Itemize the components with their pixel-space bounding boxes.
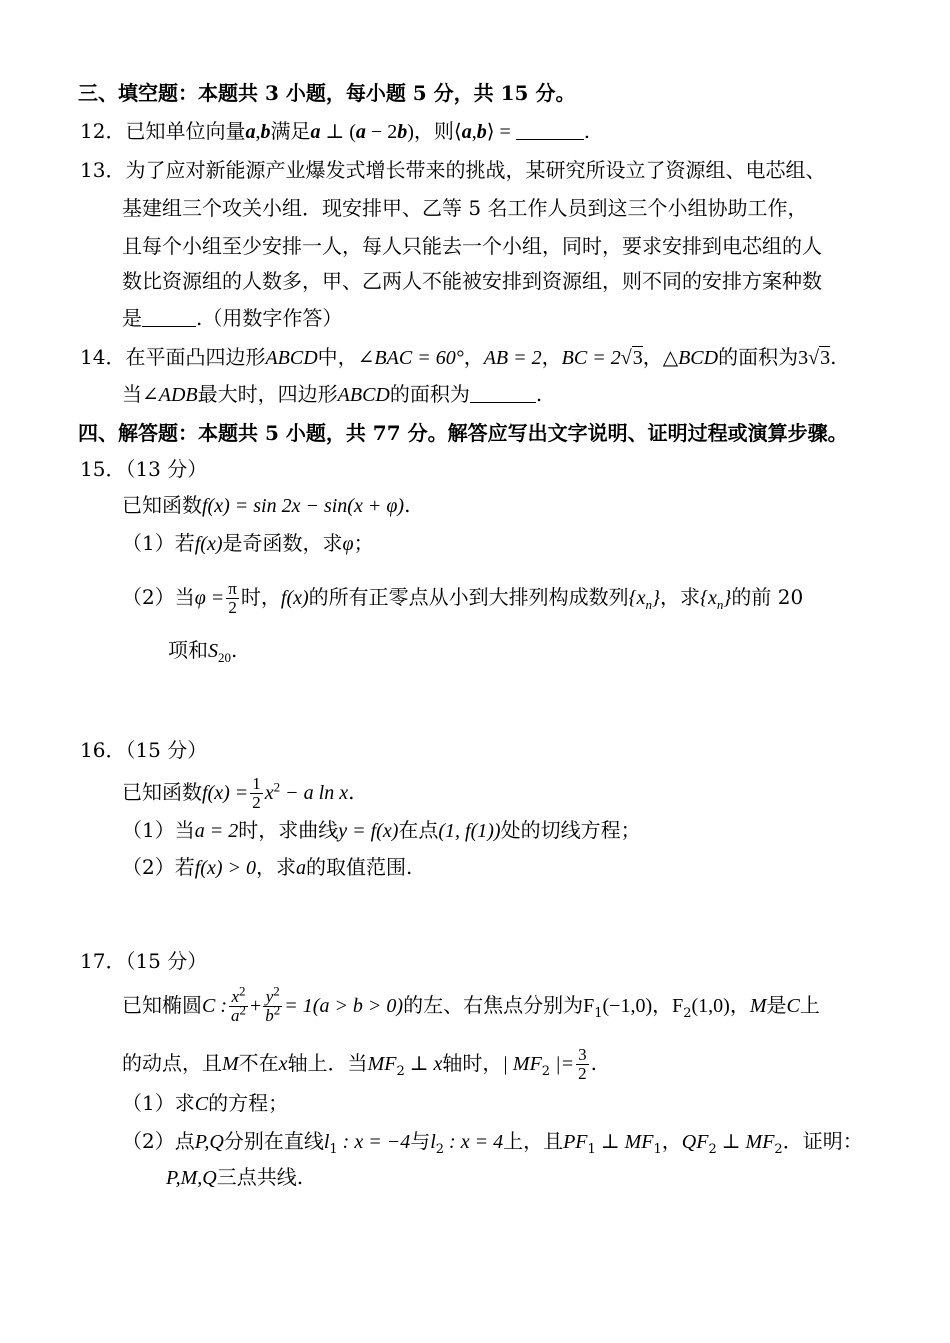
q16-text: 在点 (398, 818, 439, 842)
part-label: （2）若 (122, 855, 195, 879)
perp-mf2: ⊥ MF (716, 1131, 775, 1153)
q15-text: 项和 (168, 638, 208, 662)
curve-equation: y = f(x) (338, 820, 399, 842)
question-17-part-2-line-2 (166, 1164, 303, 1191)
part-label: （1）当 (122, 818, 195, 842)
question-15-intro (122, 492, 410, 519)
minus-two: − 2 (365, 121, 398, 143)
q12-text: 已知单位向量 (125, 119, 246, 143)
question-14-line-2 (122, 381, 542, 408)
perp-x: ⊥ x (404, 1053, 443, 1075)
angle-adb: ∠ADB (142, 384, 198, 406)
function-definition: f(x) = sin 2x − sin(x + φ) (202, 495, 405, 517)
superscript-2: 2 (273, 779, 281, 795)
part-label: （2）点 (122, 1129, 195, 1153)
sequence-open: {x (700, 587, 717, 609)
q17-text: 的方程； (208, 1091, 289, 1115)
q15-text: 是奇函数，求 (222, 531, 343, 555)
q17-text: 上，且 (503, 1129, 564, 1153)
q14-text: 的面积为 (718, 345, 799, 369)
sequence-close: } (652, 587, 661, 609)
question-17-part-2: （2）点P,Q分别在直线$l_1$ : x = −4与$l_2$ : x = 4上，且$PF_1$ ⊥ $MF_1$，$QF_2$ ⊥ $MF_2$．证明： (122, 1129, 863, 1157)
vector-a: a (310, 121, 321, 143)
comma: ， (642, 345, 663, 369)
question-header: 15．（13 分） (80, 457, 208, 481)
q12-text: )，则 (407, 121, 454, 143)
inequality: f(x) > 0 (194, 857, 256, 879)
question-header: 16．（15 分） (80, 738, 208, 762)
q16-text: 时，求曲线 (238, 818, 339, 842)
subscript-20: 20 (218, 650, 231, 665)
line-l1: l (323, 1131, 330, 1153)
q17-text: 上 (799, 993, 820, 1017)
focus-f2: F (672, 995, 684, 1017)
subscript-n: n (645, 597, 653, 612)
q17-text: 轴上．当 (287, 1051, 368, 1075)
vector-b: b (260, 121, 271, 143)
ellipse-c: C (786, 995, 800, 1017)
phi-equals: φ = (194, 587, 225, 609)
function-fx: f(x) (280, 587, 309, 609)
points-pq: P,Q (194, 1131, 224, 1153)
q15-text: ，求 (660, 585, 701, 609)
answer-blank[interactable] (470, 382, 536, 403)
quad-abcd: ABCD (337, 384, 390, 406)
q14-text: 最大时，四边形 (197, 382, 338, 406)
function-fx-equals: f(x) = (202, 782, 249, 804)
question-13-line-2 (122, 195, 807, 221)
question-16-intro (122, 775, 354, 812)
sqrt-three: 3 (632, 347, 643, 369)
triangle-bcd: △BCD (662, 347, 719, 369)
q16-text: 已知函数 (122, 780, 202, 804)
section-heading-solutions (78, 420, 848, 446)
minus-a-ln-x: − a ln x (280, 782, 349, 804)
q17-text: 与 (410, 1129, 431, 1153)
answer-blank[interactable] (516, 119, 584, 140)
one-half: $\frac{1}{2}$ (252, 774, 261, 812)
q16-text: 处的切线方程； (500, 818, 641, 842)
y2-over-b2: $\frac{y^2}{b^2}$ (265, 983, 281, 1025)
length-bc: BC = 2 (561, 347, 621, 369)
equals: = (494, 121, 516, 143)
period: . (404, 493, 411, 517)
semicolon: ； (353, 531, 374, 555)
question-number: 12． (80, 119, 126, 143)
vector-b: b (397, 121, 408, 143)
q17-text: 轴时， (442, 1051, 503, 1075)
question-13-line-3 (122, 233, 822, 259)
area-coefficient: 3 (798, 347, 809, 369)
sqrt-three: 3 (820, 347, 831, 369)
vector-a: a (461, 121, 472, 143)
q14-text: 在平面凸四边形 (125, 345, 266, 369)
ellipse-c: C : (202, 995, 227, 1017)
question-15-part-2-line-2 (168, 637, 237, 664)
sequence-open: {x (628, 587, 646, 609)
three-halves: $\frac{3}{2}$ (578, 1045, 587, 1083)
section-heading-text: 三、填空题：本题共 3 小题，每小题 5 分，共 15 分。 (78, 81, 576, 105)
x2-over-a2: $\frac{x^2}{a^2}$ (231, 983, 246, 1025)
question-number: 14． (80, 345, 126, 369)
question-15-header (80, 456, 207, 482)
q15-text: 的所有正零点从小到大排列构成数列 (308, 585, 629, 609)
ellipse-condition: = 1(a > b > 0) (284, 995, 404, 1017)
segment-mf2: MF (367, 1053, 397, 1075)
q13-text: 为了应对新能源产业爆发式增长带来的挑战，某研究所设立了资源组、电芯组、 (125, 158, 826, 182)
period: . (348, 780, 355, 804)
subscript-n: n (716, 597, 724, 612)
comma: , (255, 121, 261, 143)
q14-text: 的面积为 (389, 382, 470, 406)
point: (1, f(1)) (438, 820, 501, 842)
a-equals-2: a = 2 (194, 820, 239, 842)
abs-close: |= (550, 1053, 575, 1075)
part-label: （1）求 (122, 1091, 195, 1115)
question-15-part-1 (122, 530, 374, 557)
period: . (231, 638, 238, 662)
vector-a: a (355, 121, 366, 143)
question-17-header (80, 948, 207, 974)
q14-text: 中， (317, 345, 358, 369)
q17-text: 已知椭圆 (122, 993, 202, 1017)
comma: ， (661, 1129, 682, 1153)
question-number: 13． (80, 158, 126, 182)
quad-abcd: ABCD (265, 347, 318, 369)
q13-text: 且每个小组至少安排一人，每人只能去一个小组，同时，要求安排到电芯组的人 (122, 234, 822, 258)
phi: φ (342, 533, 354, 555)
vector-b: b (476, 121, 487, 143)
q17-text: ．证明： (782, 1129, 863, 1153)
segment-qf2: QF (681, 1131, 709, 1153)
question-17-intro-line-2: 的动点，且M不在x轴上．当$MF_2$ ⊥ x轴时，| $MF_2$ |= $\frac{3}{2}$ . (122, 1045, 597, 1083)
q17-text: 的动点，且 (122, 1051, 222, 1075)
q17-text: 的左、右焦点分别为 (403, 993, 584, 1017)
q16-text: 的取值范围. (305, 855, 413, 879)
function-fx: f(x) (194, 533, 223, 555)
comma: , (471, 121, 477, 143)
pi-over-two: $\frac{\pi}{2}$ (228, 579, 237, 617)
ellipse-c: C (194, 1093, 209, 1115)
q12-text: 满足 (270, 119, 311, 143)
line-l1-eq: : x = −4 (337, 1131, 411, 1153)
question-13-line-5 (122, 305, 342, 331)
period: . (583, 119, 591, 143)
q13-text: 是 (122, 306, 142, 330)
q17-text: 三点共线. (216, 1165, 304, 1189)
x-var: x (278, 1053, 288, 1075)
comma: ， (541, 345, 562, 369)
plus: + (250, 995, 262, 1017)
question-16-part-2 (122, 854, 412, 881)
question-header: 17．（15 分） (80, 949, 208, 973)
question-13-line-1 (80, 157, 825, 183)
point-m: M (222, 1053, 239, 1075)
q16-text: ，求 (255, 855, 296, 879)
answer-blank[interactable] (142, 306, 196, 327)
period: . (535, 382, 543, 406)
q15-text: 时， (240, 585, 281, 609)
point-m: M (749, 995, 767, 1017)
question-17-intro: 已知椭圆C : $\frac{x^2}{a^2}$ + $\frac{y^2}{b^2}$ = 1(a > b > 0)的左、右焦点分别为$F_1(-1,0)$，$F_2(1,0)$，M是C上 (122, 983, 820, 1025)
focus-f2-coord: (1,0)， (691, 995, 750, 1017)
points-pmq: P,M,Q (166, 1167, 217, 1189)
abs-mf2: | MF (502, 1053, 542, 1075)
angle-bracket: ⟨ (453, 121, 462, 143)
q13-text: 数比资源组的人数多，甲、乙两人不能被安排到资源组，则不同的安排方案种数 (122, 269, 822, 293)
q13-text: 基建组三个攻关小组．现安排甲、乙等 5 名工作人员到这三个小组协助工作， (122, 196, 808, 220)
comma: ， (463, 345, 484, 369)
q17-text: 不在 (238, 1051, 279, 1075)
question-12 (80, 118, 590, 145)
q17-text: 分别在直线 (223, 1129, 324, 1153)
perp-symbol: ⊥ ( (320, 121, 356, 143)
x-var: x (264, 782, 274, 804)
q13-text: .（用数字作答） (196, 306, 343, 330)
line-l2: l (430, 1131, 436, 1153)
focus-f1: F (583, 995, 595, 1017)
q14-text: 当 (122, 382, 142, 406)
question-16-header (80, 737, 207, 763)
part-label: （2）当 (122, 585, 195, 609)
question-17-part-1 (122, 1090, 288, 1117)
sum-s: S (208, 640, 218, 662)
part-label: （1）若 (122, 531, 195, 555)
question-13-line-4 (122, 268, 822, 294)
vector-a: a (245, 121, 256, 143)
angle-bracket: ⟩ (486, 121, 495, 143)
section-heading-text: 四、解答题：本题共 5 小题，共 77 分。解答应写出文字说明、证明过程或演算步骤。 (78, 421, 848, 445)
perp-mf1: ⊥ MF (595, 1131, 654, 1153)
angle-bac: ∠BAC = 60° (357, 347, 464, 369)
section-heading-fill-in (78, 80, 575, 106)
question-15-part-2 (122, 580, 803, 617)
q17-text: 是 (766, 993, 787, 1017)
segment-pf1: PF (563, 1131, 588, 1153)
line-l2-eq: : x = 4 (444, 1131, 504, 1153)
sequence-close: } (723, 587, 732, 609)
question-14-line-1: 14．在平面凸四边形ABCD中，∠BAC = 60°，AB = 2，BC = 2√3，△BCD的面积为3√3. (80, 345, 837, 369)
question-16-part-1 (122, 817, 641, 844)
focus-f1-coord: (−1,0)， (602, 995, 673, 1017)
q15-text: 已知函数 (122, 493, 202, 517)
period: . (830, 345, 837, 369)
q15-text: 的前 20 (731, 585, 804, 609)
period: . (590, 1051, 597, 1075)
a-var: a (295, 857, 306, 879)
length-ab: AB = 2 (483, 347, 542, 369)
